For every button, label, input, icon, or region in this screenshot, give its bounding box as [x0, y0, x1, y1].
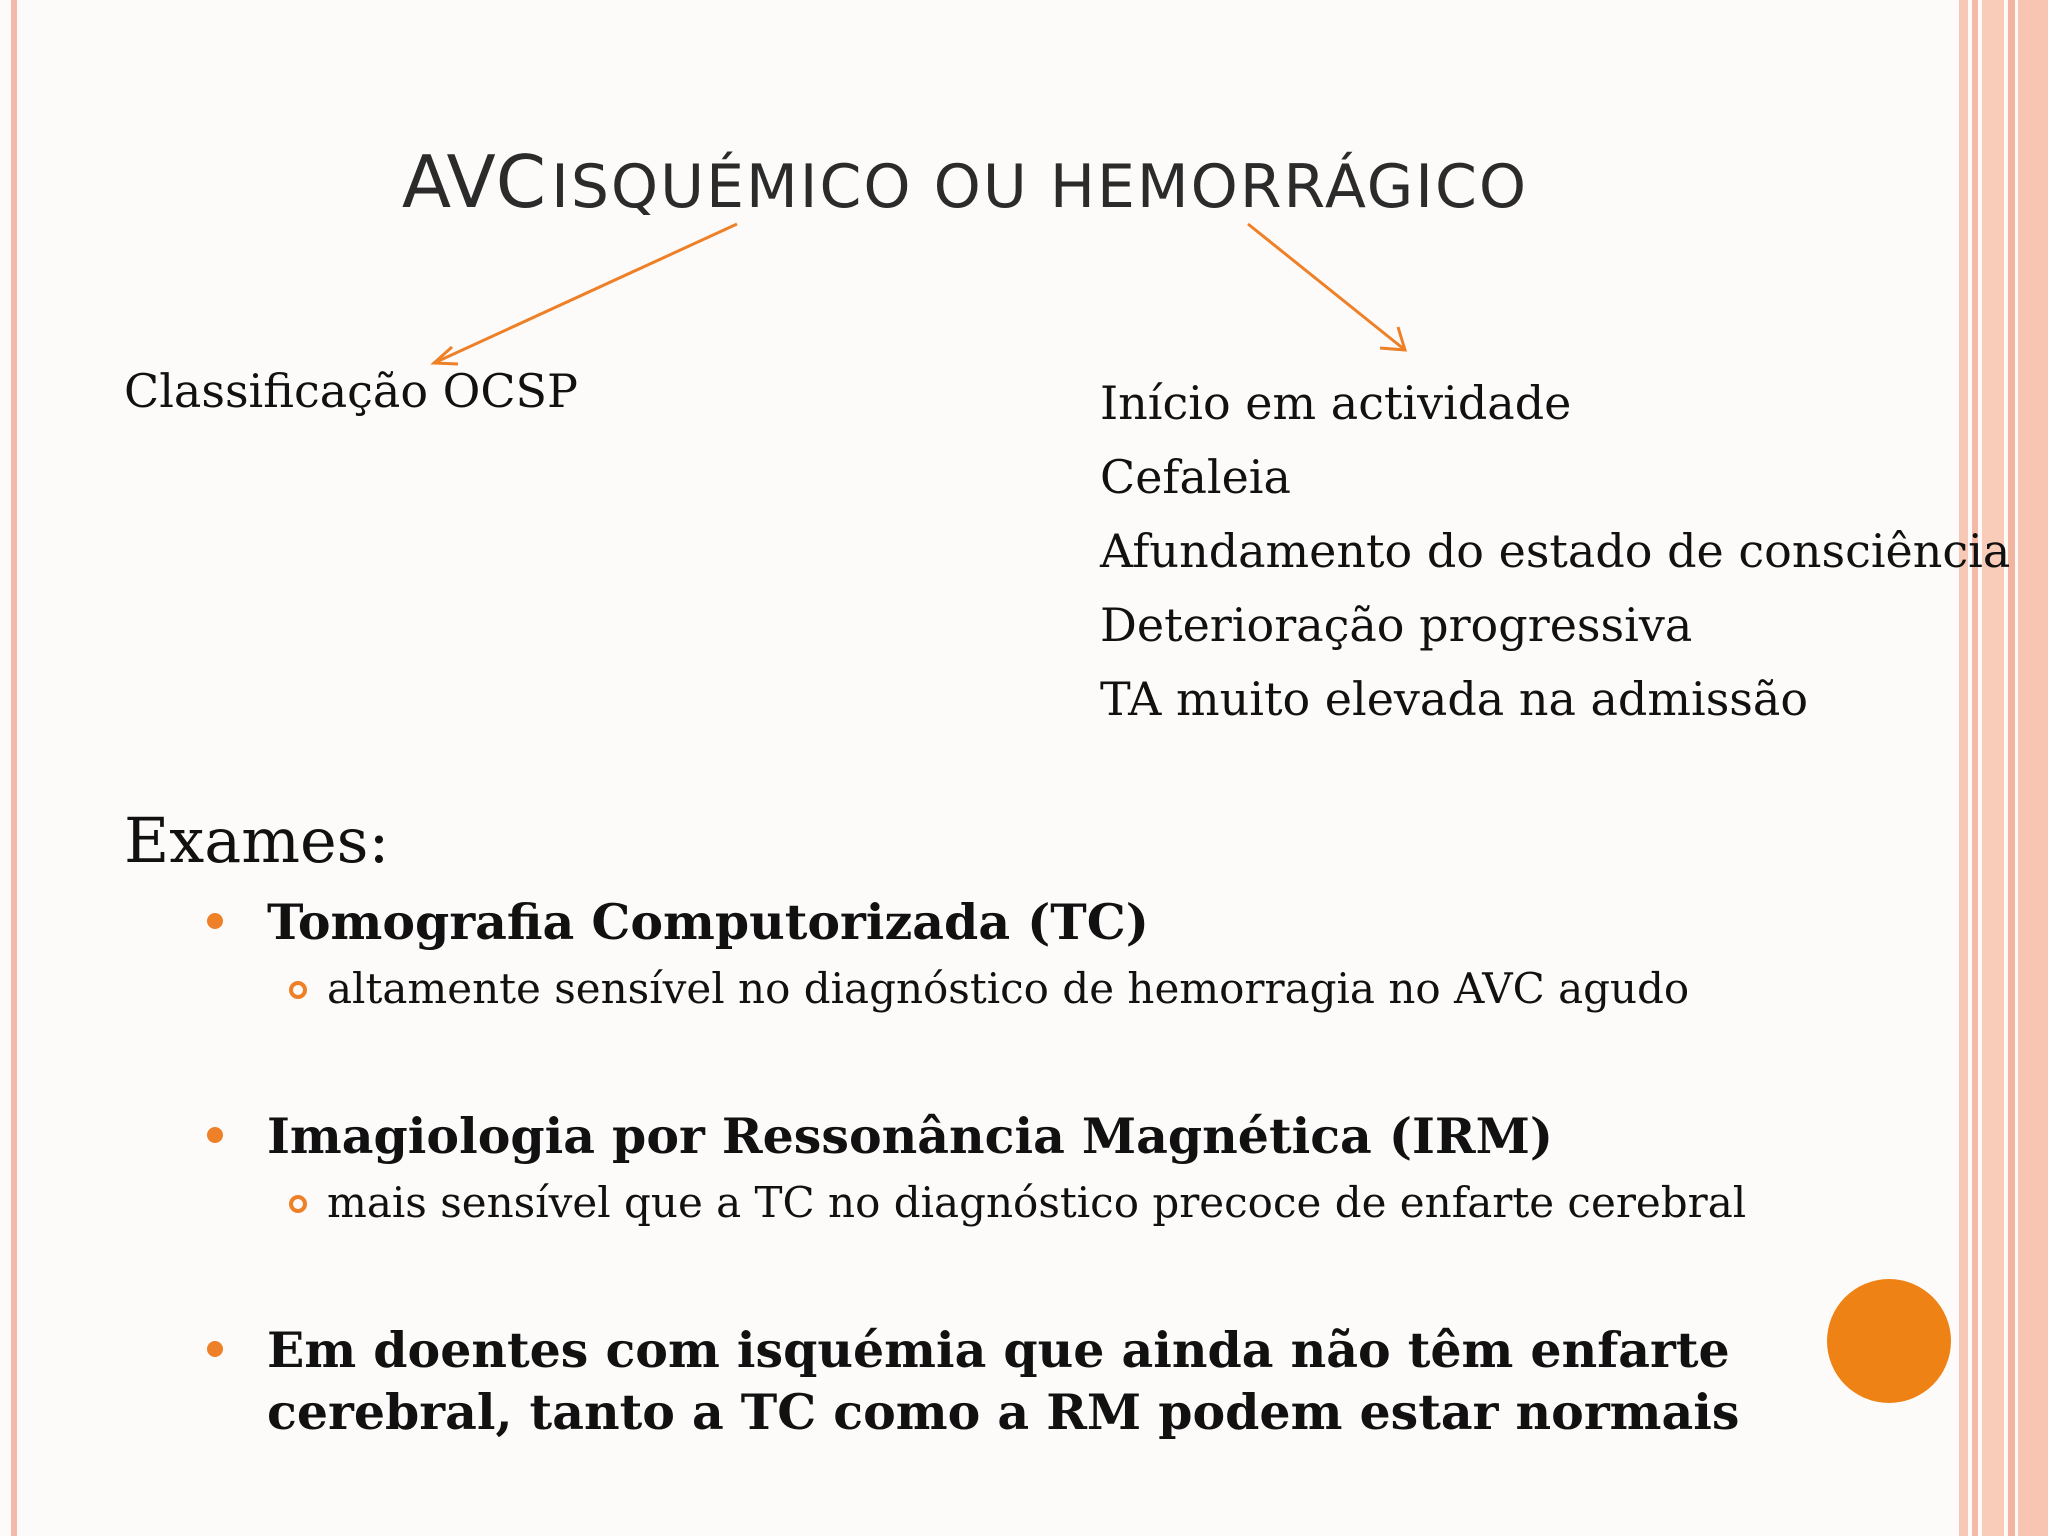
- exam-detail: altamente sensível no diagnóstico de hemorragia no AVC agudo: [327, 964, 1690, 1013]
- list-item: Deterioração progressiva: [1100, 598, 1693, 652]
- list-item: Cefaleia: [1100, 450, 1291, 504]
- ocsp-classification-label: Classificação OCSP: [124, 364, 579, 418]
- exam-note-line-2: cerebral, tanto a TC como a RM podem estar normais: [267, 1383, 1740, 1441]
- title-rest: ISQUÉMICO OU HEMORRÁGICO: [551, 152, 1529, 222]
- bullet-ring-icon: [289, 1195, 307, 1213]
- title-lead: AVC: [401, 140, 547, 224]
- arrow-left: [434, 224, 737, 364]
- exam-title: Imagiologia por Ressonância Magnética (IRM): [267, 1107, 1554, 1165]
- bullet-ring-icon: [289, 981, 307, 999]
- list-item: Afundamento do estado de consciência: [1100, 524, 2011, 578]
- exam-detail: mais sensível que a TC no diagnóstico precoce de enfarte cerebral: [327, 1178, 1747, 1227]
- arrow-right: [1248, 224, 1405, 350]
- decorative-orange-circle: [1827, 1279, 1951, 1403]
- hemorrhagic-signs-list: [1100, 366, 2010, 736]
- list-item: Início em actividade: [1100, 376, 1572, 430]
- list-item: TA muito elevada na admissão: [1100, 672, 1809, 726]
- bullet-dot-icon: [207, 1341, 223, 1357]
- bullet-dot-icon: [207, 913, 223, 929]
- exams-heading: Exames:: [124, 804, 390, 877]
- exam-title: Tomografia Computorizada (TC): [267, 893, 1149, 951]
- exam-note-line-1: Em doentes com isquémia que ainda não têm enfarte: [267, 1321, 1730, 1379]
- bullet-dot-icon: [207, 1127, 223, 1143]
